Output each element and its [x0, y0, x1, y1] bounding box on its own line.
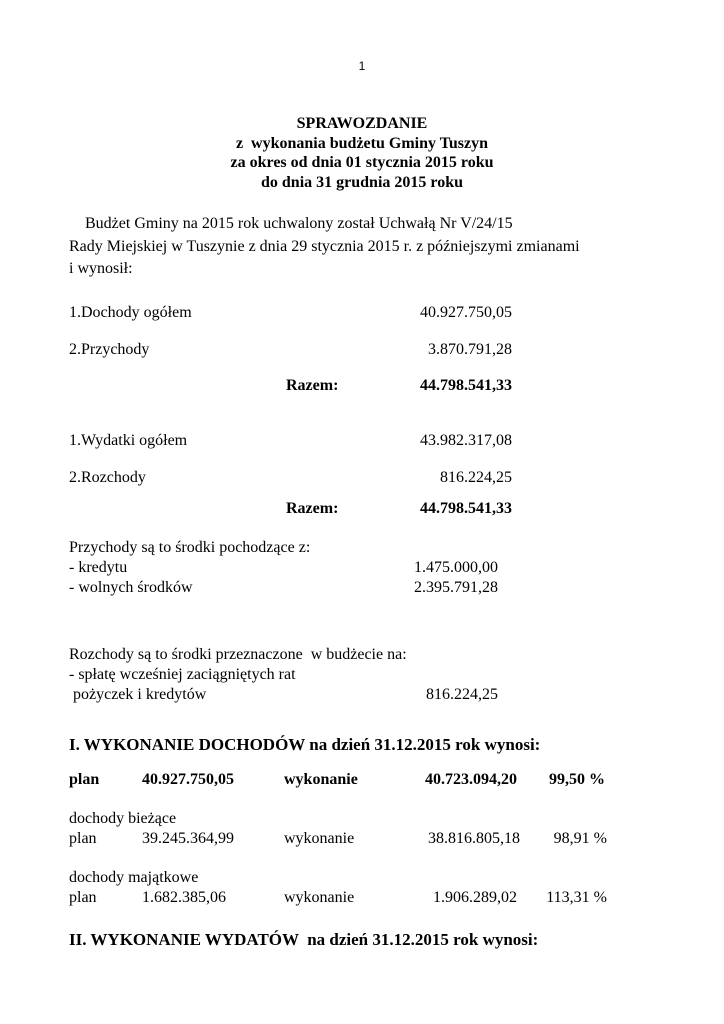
- group-plan-value: 1.682.385,06: [142, 889, 226, 906]
- intro-line: Rady Miejskiej w Tuszynie z dnia 29 stycznia 2015 r. z późniejszymi zmianami: [69, 237, 580, 255]
- summary-plan-label: plan: [69, 771, 100, 788]
- section2-heading: II. WYKONANIE WYDATÓW na dzień 31.12.2015 rok wynosi:: [69, 930, 539, 949]
- group-name: dochody bieżące: [69, 810, 177, 827]
- group-exec-label: wykonanie: [284, 889, 355, 906]
- intro-line: i wynosił:: [69, 260, 133, 277]
- group-exec-value: 38.816.805,18: [428, 830, 520, 847]
- rozchody-value: 816.224,25: [440, 469, 512, 486]
- income-value: 40.927.750,05: [420, 304, 512, 321]
- rozchody-purpose-value: 816.224,25: [426, 686, 498, 703]
- przychody-sources-intro: Przychody są to środki pochodzące z:: [69, 539, 311, 556]
- expense-value: 43.982.317,08: [420, 432, 512, 449]
- expense-total-value: 44.798.541,33: [420, 500, 512, 517]
- group-exec-label: wykonanie: [284, 830, 355, 847]
- title-line: do dnia 31 grudnia 2015 roku: [261, 173, 463, 191]
- rozchody-purpose-line: pożyczek i kredytów: [69, 686, 207, 703]
- group-name: dochody majątkowe: [69, 869, 199, 886]
- expense-total-label: Razem:: [286, 500, 339, 517]
- summary-percent: 99,50 %: [549, 771, 605, 788]
- source-label: - wolnych środków: [69, 579, 193, 596]
- source-value: 2.395.791,28: [414, 579, 498, 596]
- title-line: za okres od dnia 01 stycznia 2015 roku: [230, 154, 494, 171]
- rozchody-label: 2.Rozchody: [69, 469, 146, 486]
- income-total-label: Razem:: [286, 377, 339, 394]
- section1-heading: I. WYKONANIE DOCHODÓW na dzień 31.12.2015 rok wynosi:: [69, 735, 541, 754]
- intro-paragraph: [69, 213, 669, 281]
- group-percent: 113,31 %: [546, 889, 607, 906]
- report-title: [0, 114, 724, 192]
- page-number: 1: [358, 59, 366, 73]
- income-total-value: 44.798.541,33: [420, 377, 512, 394]
- summary-exec-value: 40.723.094,20: [425, 771, 517, 788]
- intro-line: Budżet Gminy na 2015 rok uchwalony został Uchwałą Nr V/24/15: [69, 215, 513, 232]
- group-percent: 98,91 %: [553, 830, 607, 847]
- income-label: 1.Dochody ogółem: [69, 304, 192, 321]
- przychody-value: 3.870.791,28: [428, 341, 512, 358]
- summary-exec-label: wykonanie: [284, 771, 358, 788]
- rozchody-purpose-intro: Rozchody są to środki przeznaczone w budżecie na:: [69, 646, 407, 663]
- group-plan-label: plan: [69, 830, 97, 847]
- expense-label: 1.Wydatki ogółem: [69, 432, 188, 449]
- group-plan-label: plan: [69, 889, 97, 906]
- source-label: - kredytu: [69, 559, 128, 576]
- przychody-label: 2.Przychody: [69, 341, 150, 358]
- title-line: SPRAWOZDANIE: [296, 115, 428, 132]
- title-line: z wykonania budżetu Gminy Tuszyn: [235, 134, 489, 152]
- group-plan-value: 39.245.364,99: [142, 830, 234, 847]
- group-exec-value: 1.906.289,02: [433, 889, 517, 906]
- summary-plan-value: 40.927.750,05: [142, 771, 234, 788]
- rozchody-purpose-line: - spłatę wcześniej zaciągniętych rat: [69, 666, 296, 683]
- source-value: 1.475.000,00: [414, 559, 498, 576]
